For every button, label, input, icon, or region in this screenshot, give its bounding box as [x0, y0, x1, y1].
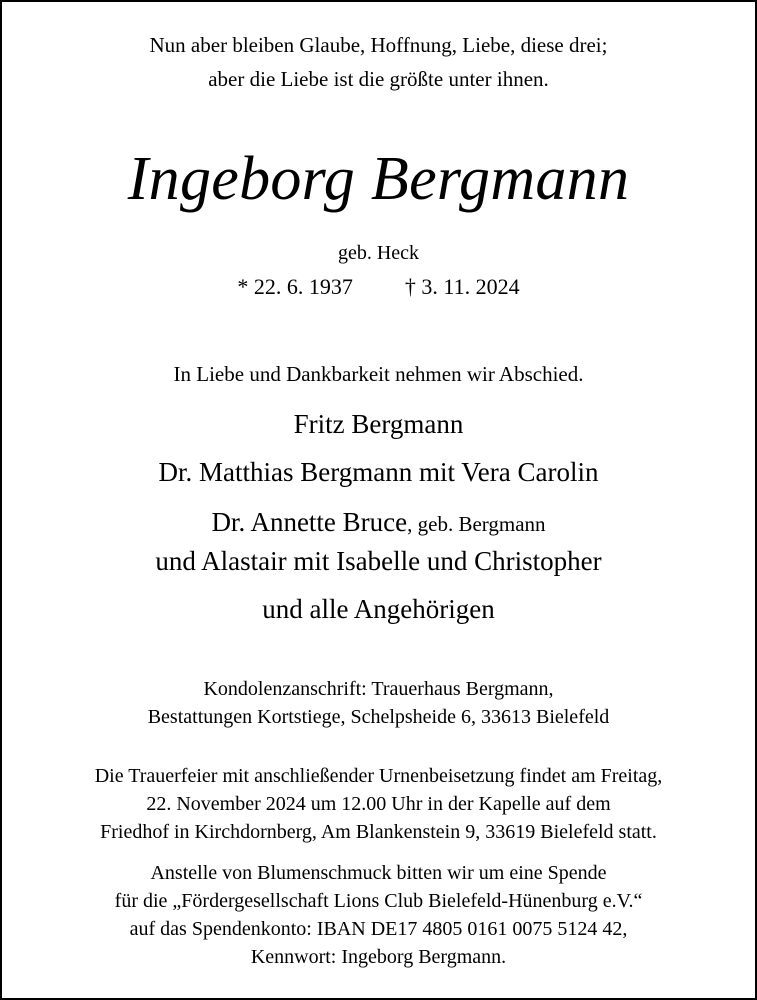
ceremony-line-2: 22. November 2024 um 12.00 Uhr in der Kapelle auf dem [146, 793, 611, 815]
donation-line-4: Kennwort: Ingeborg Bergmann. [250, 946, 507, 968]
donation-line-3: auf das Spendenkonto: IBAN DE17 4805 0161 0075 5124 42, [129, 918, 628, 940]
ceremony-line-3: Friedhof in Kirchdornberg, Am Blankenstein 9, 33619 Bielefeld statt. [100, 821, 657, 843]
maiden-name: geb. Heck [337, 242, 420, 264]
deceased-name: Ingeborg Bergmann [127, 145, 630, 213]
mourner-line-2: Dr. Matthias Bergmann mit Vera Carolin [158, 457, 599, 487]
farewell-intro: In Liebe und Dankbarkeit nehmen wir Abschied. [173, 362, 584, 386]
bible-verse-line-2: aber die Liebe ist die größte unter ihnen. [208, 67, 549, 91]
donation-line-1: Anstelle von Blumenschmuck bitten wir um eine Spende [150, 862, 607, 884]
bible-verse-line-1: Nun aber bleiben Glaube, Hoffnung, Liebe, diese drei; [149, 33, 608, 57]
birth-date: * 22. 6. 1937 [237, 274, 353, 299]
donation-line-2: für die „Fördergesellschaft Lions Club Bielefeld-Hünenburg e.V.“ [114, 890, 643, 912]
condolence-line-2: Bestattungen Kortstiege, Schelpsheide 6, 33613 Bielefeld [147, 706, 610, 728]
mourner-line-1: Fritz Bergmann [293, 409, 464, 439]
mourner-line-5: und alle Angehörigen [262, 594, 495, 624]
condolence-line-1: Kondolenzanschrift: Trauerhaus Bergmann, [203, 678, 554, 700]
mourner-line-3 [2, 507, 755, 538]
mourner-name: Dr. Annette Bruce [211, 507, 408, 537]
death-date: † 3. 11. 2024 [404, 274, 520, 299]
life-dates [2, 274, 755, 300]
ceremony-line-1: Die Trauerfeier mit anschließender Urnenbeisetzung findet am Freitag, [94, 765, 663, 787]
mourner-maiden: , geb. Bergmann [407, 512, 546, 536]
mourner-line-4: und Alastair mit Isabelle und Christopher [155, 546, 602, 576]
